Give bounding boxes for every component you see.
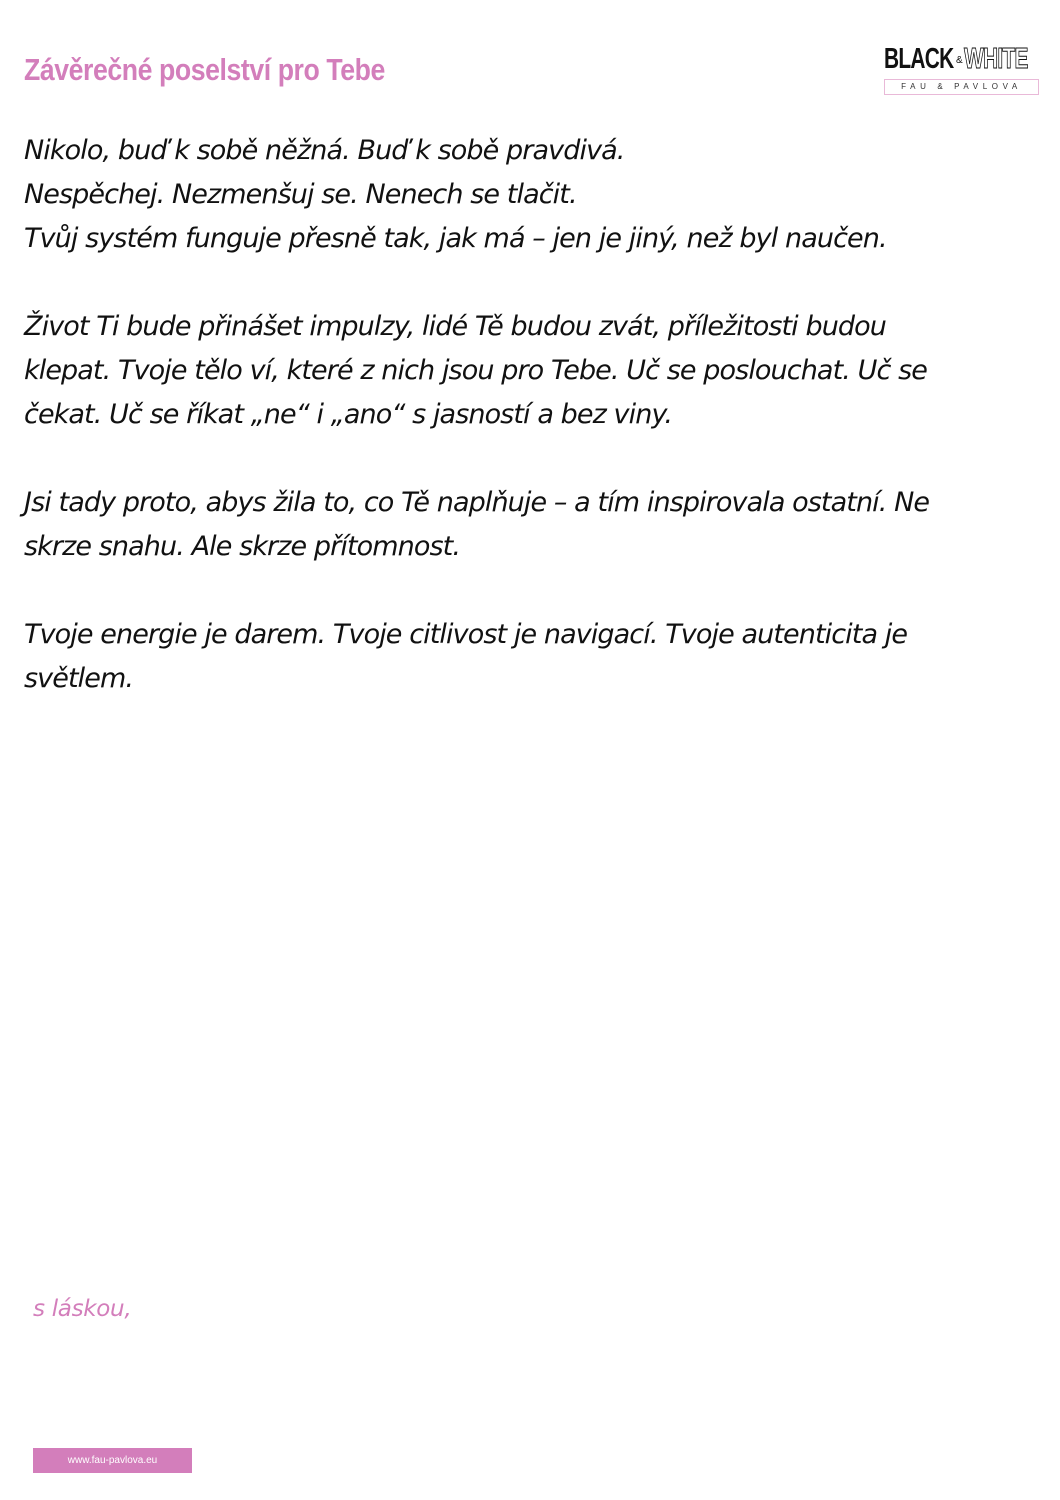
text-line: skrze snahu. Ale skrze přítomnost.	[24, 531, 461, 562]
message-body	[24, 129, 1044, 745]
text-line: čekat. Uč se říkat „ne“ i „ano“ s jasností a bez viny.	[24, 399, 673, 430]
logo-word-white: WHITE	[963, 43, 1028, 75]
text-line: Život Ti bude přinášet impulzy, lidé Tě budou zvát, příležitosti budou	[24, 311, 886, 342]
paragraph-3	[24, 481, 1044, 569]
paragraph-4	[24, 613, 1044, 701]
text-line: světlem.	[24, 663, 134, 694]
text-line: klepat. Tvoje tělo ví, které z nich jsou pro Tebe. Uč se poslouchat. Uč se	[24, 355, 927, 386]
text-line: Jsi tady proto, abys žila to, co Tě naplňuje – a tím inspirovala ostatní. Ne	[24, 487, 930, 518]
text-line: Nikolo, buď k sobě něžná. Buď k sobě pravdivá.	[24, 135, 625, 166]
logo-subtitle: FAU & PAVLOVA	[884, 79, 1039, 95]
paragraph-1	[24, 129, 1044, 261]
text-line: Tvoje energie je darem. Tvoje citlivost je navigací. Tvoje autenticita je	[24, 619, 908, 650]
closing-signature: s láskou,	[33, 1296, 132, 1322]
brand-logo	[884, 40, 1039, 96]
logo-ampersand: &	[956, 55, 963, 66]
paragraph-2	[24, 305, 1044, 437]
logo-word-black: BLACK	[884, 43, 954, 75]
text-line: Tvůj systém funguje přesně tak, jak má – jen je jiný, než byl naučen.	[24, 223, 887, 254]
logo-wordmark	[884, 40, 1039, 74]
website-link[interactable]: www.fau-pavlova.eu	[33, 1448, 192, 1473]
page-title: Závěrečné poselství pro Tebe	[24, 52, 385, 87]
text-line: Nespěchej. Nezmenšuj se. Nenech se tlačit.	[24, 179, 577, 210]
